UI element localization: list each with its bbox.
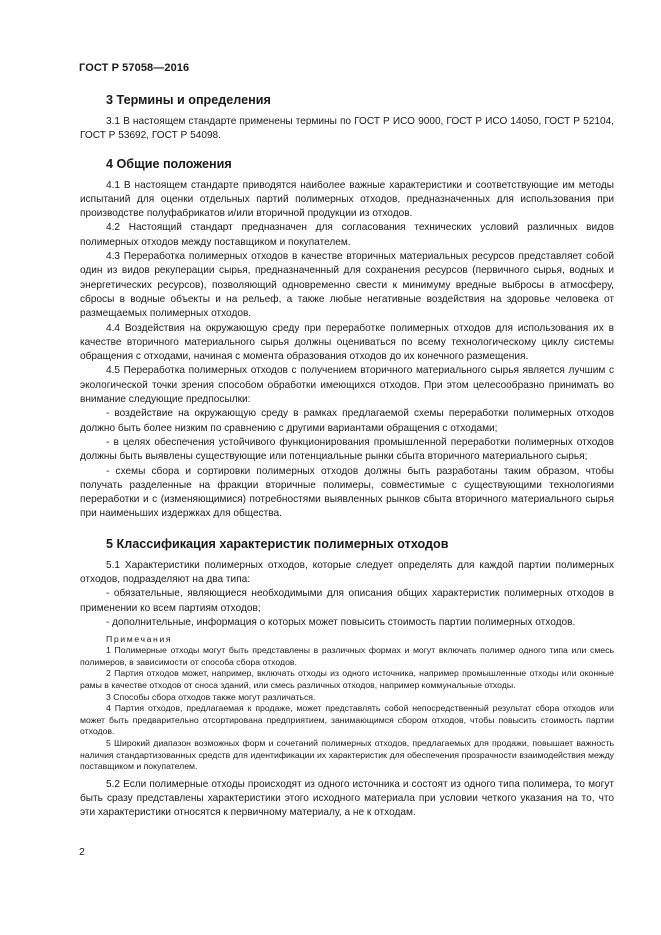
list-item-4-5-c: - схемы сбора и сортировки полимерных отходов должны быть разработаны таким образом, чтобы получать разделенные на фракции вторичные полимеры, совместимые с существующими технологиями переработки и с (изменяющимися) потребностями выявленных рынков сбыта вторичного материального сырья при наименьших издержках для общества.	[80, 465, 614, 520]
notes-title: Примечания	[106, 634, 173, 645]
paragraph-5-2: 5.2 Если полимерные отходы происходят из одного источника и состоят из одного типа полимера, то могут быть сразу представлены характеристики этого исходного материала при условии четкого указания на то, что эти характеристики относятся к первичному материалу, а не к отходам.	[80, 778, 614, 819]
paragraph-4-4: 4.4 Воздействия на окружающую среду при переработке полимерных отходов для использования их в качестве вторичного материального сырья должны оцениваться по всему технологическому циклу системы обращения с отходами, начиная с момента образования отходов до их конечного размещения.	[80, 322, 614, 363]
paragraph-5-1: 5.1 Характеристики полимерных отходов, которые следует определять для каждой партии полимерных отходов, подразделяют на два типа:	[80, 559, 614, 586]
list-item-5-1-b: - дополнительные, информация о которых может повысить стоимость партии полимерных отходов.	[106, 616, 576, 628]
section-3-heading: 3 Термины и определения	[106, 93, 271, 107]
page-number: 2	[79, 846, 85, 858]
list-item-4-5-b: - в целях обеспечения устойчивого функционирования промышленной переработки полимерных отходов должны быть выявлены существующие или потенциальные рынки сбыта вторичного материального сырья;	[80, 436, 614, 463]
document-header: ГОСТ Р 57058—2016	[79, 62, 190, 74]
note-5: 5 Широкий диапазон возможных форм и сочетаний полимерных отходов, предлагаемых для продажи, повышает важность наличия стандартизованных средств для идентификации их характеристик для обеспечения прозрачности взаимодействия между поставщиком и покупателем.	[80, 737, 614, 772]
paragraph-3-1: 3.1 В настоящем стандарте применены термины по ГОСТ Р ИСО 9000, ГОСТ Р ИСО 14050, ГОСТ Р 52104, ГОСТ Р 53692, ГОСТ Р 54098.	[80, 116, 614, 142]
document-body	[80, 92, 614, 821]
note-1: 1 Полимерные отходы могут быть представлены в различных формах и могут включать полимер одного типа или смесь полимеров, в зависимости от способа сбора отходов.	[80, 645, 614, 667]
note-2: 2 Партия отходов может, например, включать отходы из одного источника, например промышленные отходы или оконные рамы в качестве отходов от сноса зданий, или смесь различных отходов, например коммунальные отходы.	[80, 668, 614, 690]
paragraph-4-1: 4.1 В настоящем стандарте приводятся наиболее важные характеристики и соответствующие им методы испытаний для оценки отдельных партий полимерных отходов, предназначенных для использования при производстве полуфабрикатов и/или вторичной продукции из отходов.	[80, 179, 614, 220]
paragraph-4-3: 4.3 Переработка полимерных отходов в качестве вторичных материальных ресурсов представляет собой один из видов рекуперации сырья, предназначенный для сохранения ресурсов (первичного сырья, водных и энергетических ресурсов), позволяющий одновременно свести к минимуму вредные выбросы в атмосферу, сбросы в водные объекты и на рельеф, а также любые негативные воздействия на здоровье человека от размещаемых полимерных отходов.	[80, 251, 614, 320]
notes-block	[80, 633, 614, 773]
list-item-4-5-a: - воздействие на окружающую среду в рамках предлагаемой схемы переработки полимерных отходов должно быть более низким по сравнению с другими вариантами обращения с отходами;	[80, 408, 614, 434]
section-5-heading: 5 Классификация характеристик полимерных отходов	[106, 536, 449, 551]
list-item-5-1-a: - обязательные, являющиеся необходимыми для описания общих характеристик полимерных отходов в применении ко всем партиям отходов;	[80, 588, 614, 614]
paragraph-4-2: 4.2 Настоящий стандарт предназначен для согласования технических условий различных видов полимерных отходов между поставщиком и покупателем.	[80, 222, 614, 248]
section-4-heading: 4 Общие положения	[106, 156, 232, 171]
paragraph-4-5: 4.5 Переработка полимерных отходов с получением вторичного материального сырья является лучшим с экологической точки зрения способом обработки имеющихся отходов. При этом целесообразно принимать во внимание следующие предпосылки:	[80, 365, 614, 406]
note-3: 3 Способы сбора отходов также могут различаться.	[106, 691, 316, 702]
note-4: 4 Партия отходов, предлагаемая к продаже, может представлять собой непосредственный результат сбора отходов или может быть предварительно отсортирована предприятием, занимающимся сбором отходов, чтобы повысить стоимость партии отходов.	[80, 703, 614, 737]
